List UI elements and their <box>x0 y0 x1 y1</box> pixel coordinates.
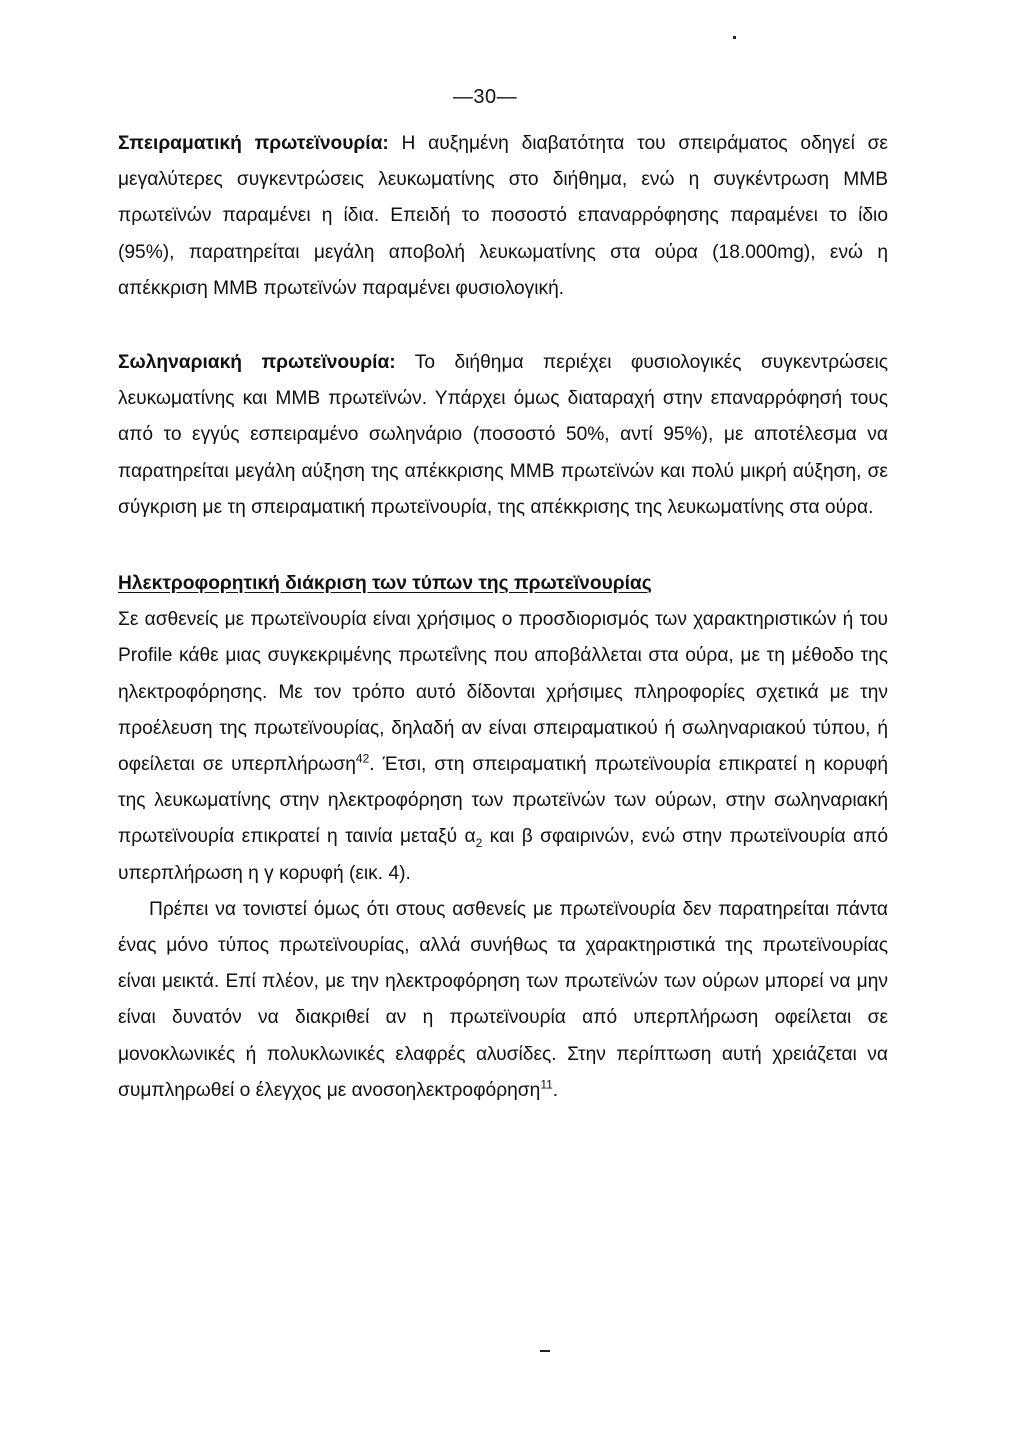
paragraph-tubular-proteinuria <box>118 345 888 526</box>
term-glomerular-proteinuria: Σπειραματική πρωτεϊνουρία: <box>118 133 389 154</box>
paragraph-glomerular-proteinuria <box>118 126 888 307</box>
paragraph-text: Το διήθημα περιέχει φυσιολογικές συγκεντρώσεις λευκωματίνης και ΜΜΒ πρωτεϊνών. Υπάρχει όμως διαταραχή στην επαναρρόφησή τους από το εγγύς εσπειραμένο σωληνάριο (ποσοστό 50%, αντί 95%), με αποτέλεσμα να παρατηρείται μεγάλη αύξηση της απέκκρισης ΜΜΒ πρωτεϊνών και πολύ μικρή αύξηση, σε σύγκριση με τη σπειραματική πρωτεϊνουρία, της απέκκρισης της λευκωματίνης στα ούρα. <box>118 352 888 518</box>
scan-speck <box>540 1350 550 1352</box>
paragraph-text: Σε ασθενείς με πρωτεϊνουρία είναι χρήσιμος ο προσδιορισμός των χαρακτηριστικών ή του Profile κάθε μιας συγκεκριμένης πρωτεΐνης που αποβάλλεται στα ούρα, με τη μέθοδο της ηλεκτροφόρησης. Με τον τρόπο αυτό δίδονται χρήσιμες πληροφορίες σχετικά με την προέλευση της πρωτεϊνουρίας, δηλαδή αν είναι σπειραματικού ή σωληναριακού τύπου, ή οφείλεται σε υπερπλήρωση <box>118 609 888 776</box>
paragraph-text: Πρέπει να τονιστεί όμως ότι στους ασθενείς με πρωτεϊνουρία δεν παρατηρείται πάντα ένας μόνο τύπος πρωτεϊνουρίας, αλλά συνήθως τα χαρακτηριστικά της πρωτεϊνουρίας είναι μεικτά. Επί πλέον, με την ηλεκτροφόρηση των πρωτεϊνών των ούρων μπορεί να μην είναι δυνατόν να διακριθεί αν η πρωτεϊνουρία από υπερπλήρωση οφείλεται σε μονοκλωνικές ή πολυκλωνικές ελαφρές αλυσίδες. Στην περίπτωση αυτή χρειάζεται να συμπληρωθεί ο έλεγχος με ανοσοηλεκτροφόρηση <box>118 898 888 1101</box>
paragraph-text: . Έτσι, στη σπειραματική πρωτεϊνουρία επικρατεί η κορυφή της λευκωματίνης στην ηλεκτροφόρηση των πρωτεϊνών των ούρων, στην σωληναριακή πρωτεϊνουρία επικρατεί η ταινία μεταξύ α <box>118 754 888 848</box>
page-number: —30— <box>452 86 518 108</box>
paragraph-electrophoresis <box>118 602 888 892</box>
paragraph-text: Η αυξημένη διαβατότητα του σπειράματος οδηγεί σε μεγαλύτερες συγκεντρώσεις λευκωματίνης στο διήθημα, ενώ η συγκέντρωση ΜΜΒ πρωτεϊνών παραμένει η ίδια. Επειδή το ποσοστό επαναρρόφησης παραμένει το ίδιο (95%), παρατηρείται μεγάλη αποβολή λευκωματίνης στα ούρα (18.000mg), ενώ η απέκκριση ΜΜΒ πρωτεϊνών παραμένει φυσιολογική. <box>118 133 888 299</box>
page-content <box>118 126 888 1109</box>
section-heading: Ηλεκτροφορητική διάκριση των τύπων της πρωτεϊνουρίας <box>118 573 652 595</box>
paragraph-text: και β σφαιρινών, ενώ στην πρωτεϊνουρία από υπερπλήρωση η γ κορυφή (εικ. 4). <box>118 826 888 884</box>
term-tubular-proteinuria: Σωληναριακή πρωτεϊνουρία: <box>118 352 396 374</box>
reference-number: 42 <box>355 751 370 766</box>
subscript: 2 <box>475 836 483 851</box>
paragraph-mixed-types <box>118 892 888 1109</box>
scan-speck <box>733 36 736 39</box>
paragraph-text: . <box>552 1079 559 1101</box>
reference-number: 11 <box>540 1077 553 1092</box>
